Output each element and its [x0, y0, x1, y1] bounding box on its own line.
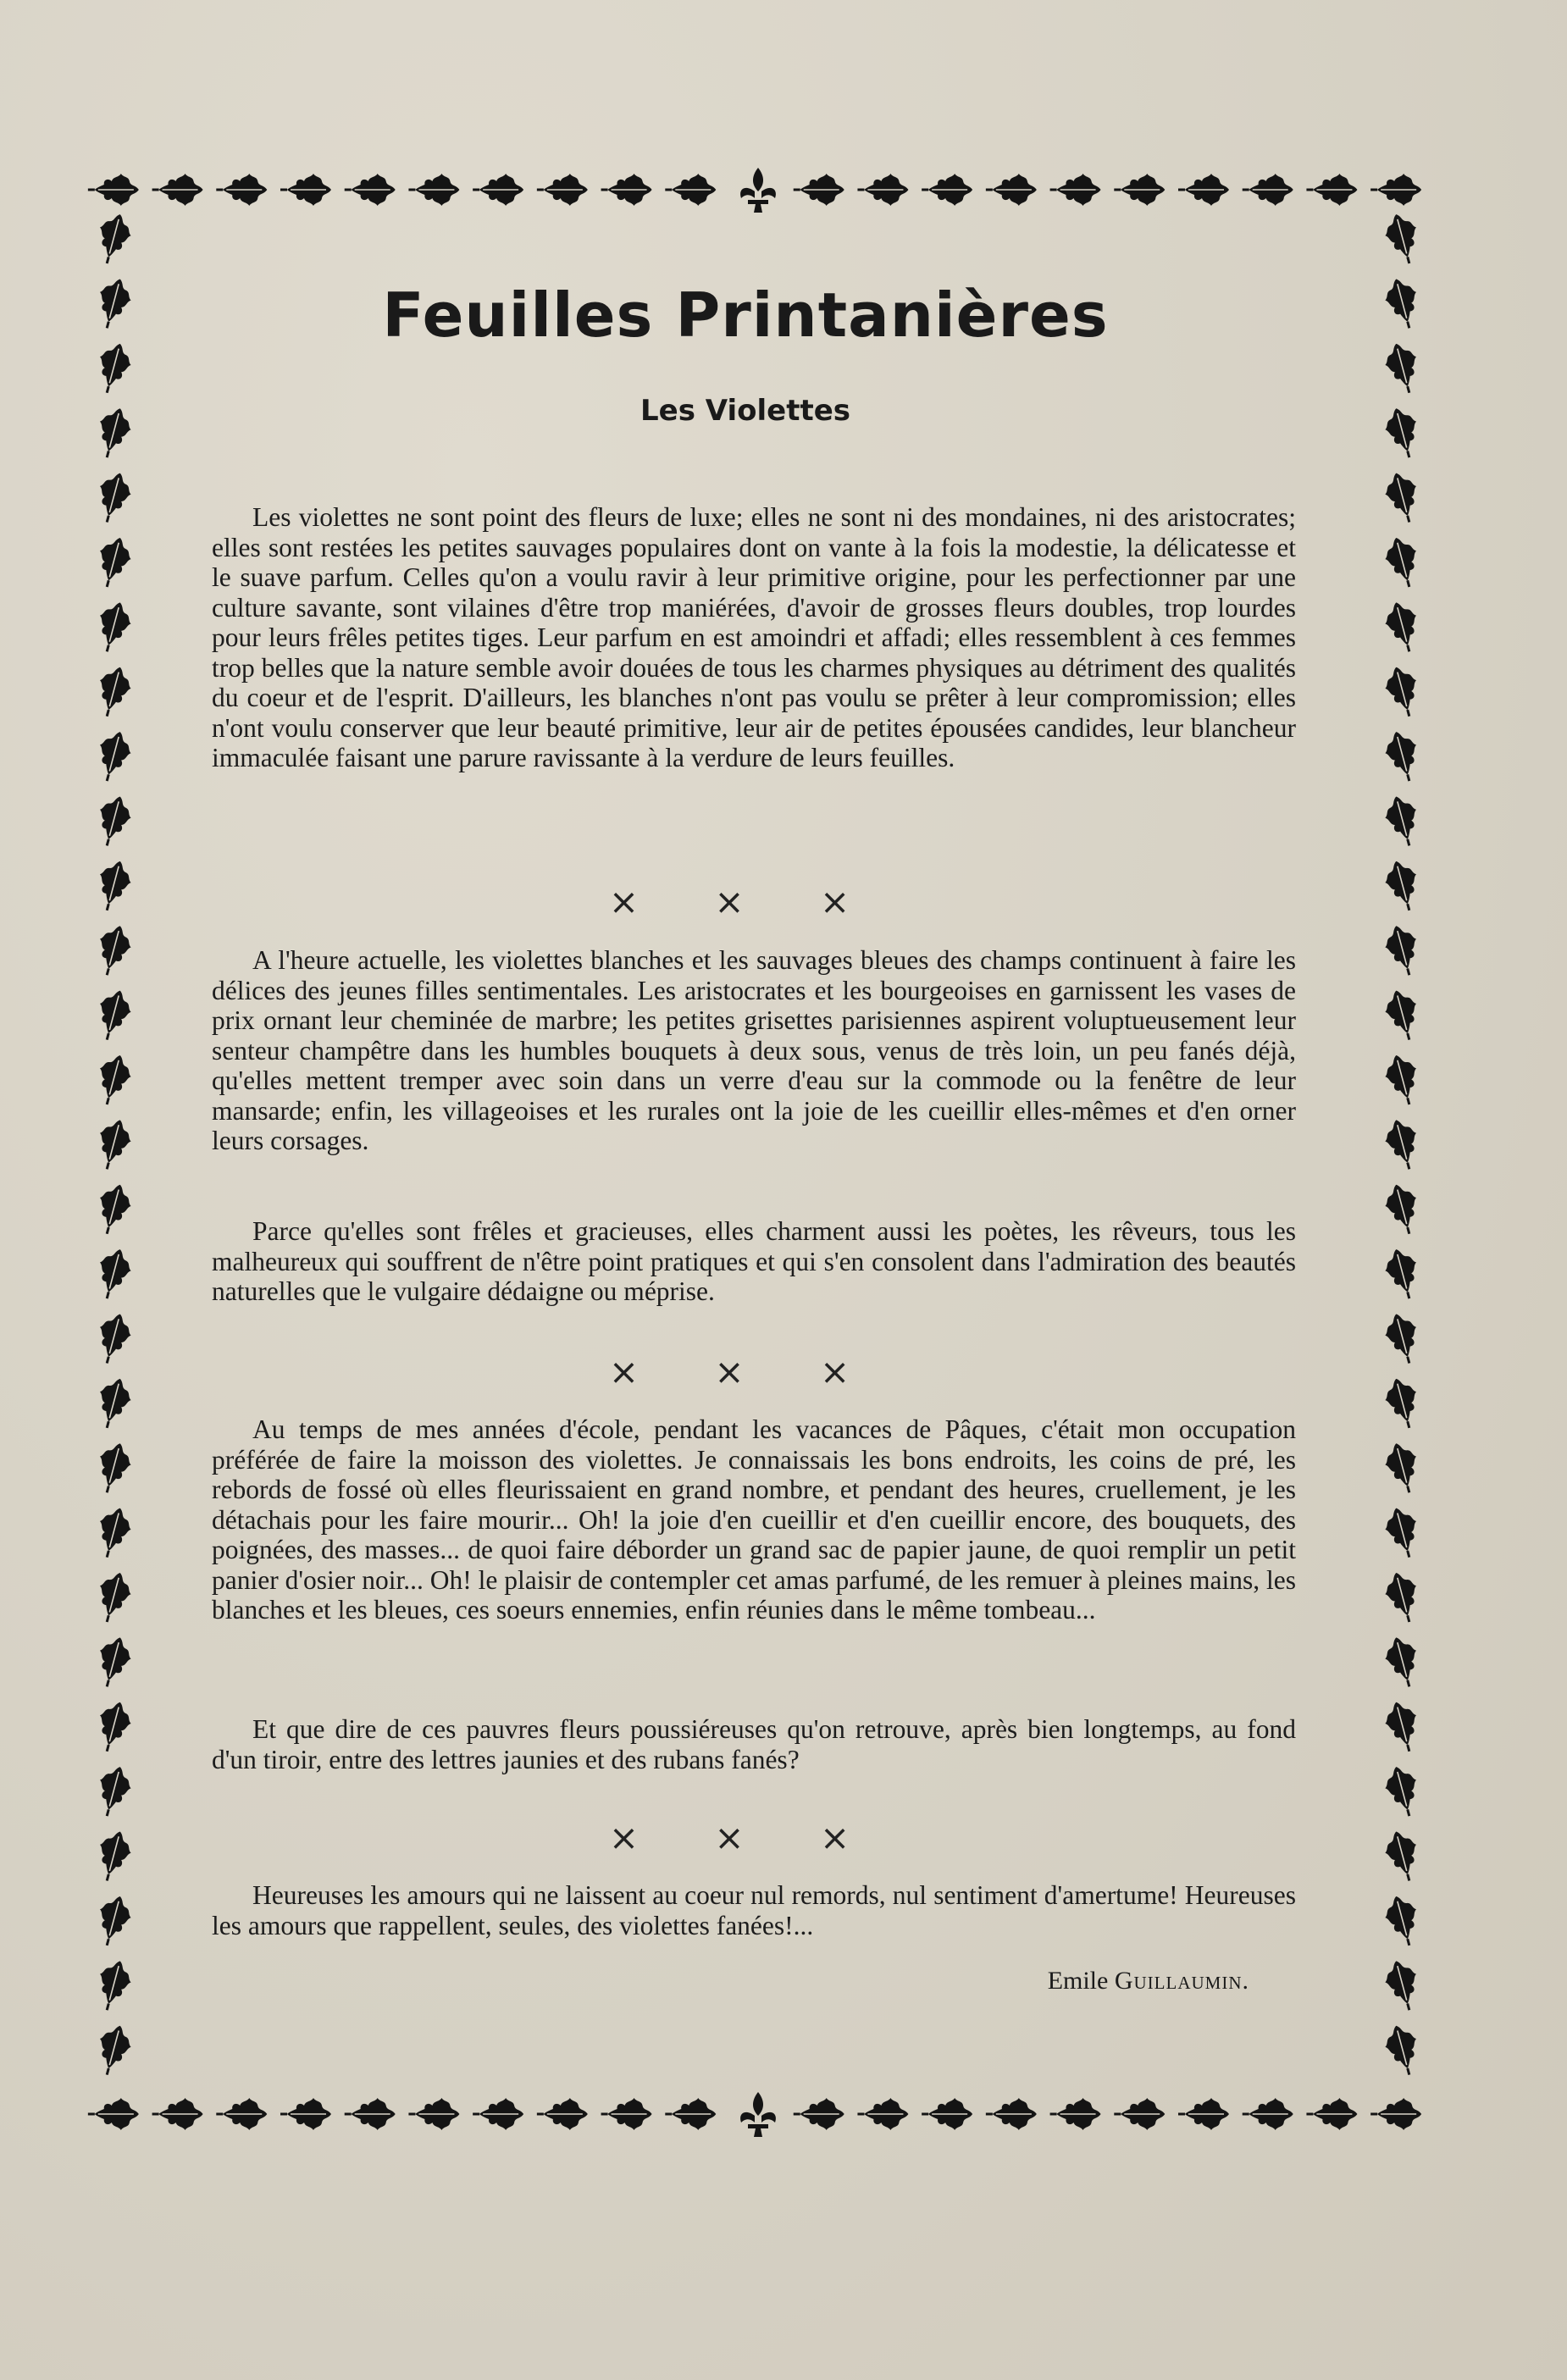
oak-leaf-icon — [91, 340, 136, 397]
oak-leaf-icon — [85, 2084, 1431, 2143]
oak-leaf-icon — [408, 174, 459, 206]
oak-leaf-icon — [794, 2098, 844, 2130]
oak-leaf-icon — [473, 174, 523, 206]
oak-leaf-icon — [1178, 174, 1229, 206]
oak-leaf-icon — [1381, 922, 1425, 979]
oak-leaf-icon — [91, 1892, 136, 1950]
oak-leaf-icon — [794, 174, 844, 206]
paragraph-6: Heureuses les amours qui ne laissent au coeur nul remords, nul sentiment d'amertume! Heureuses les amours que rappellent, seules, des violettes fanées!... — [212, 1880, 1296, 1940]
oak-leaf-icon — [91, 275, 136, 333]
oak-leaf-icon — [922, 2098, 972, 2130]
section-separator: × × × — [608, 1351, 883, 1392]
oak-leaf-icon — [91, 1828, 136, 1885]
oak-leaf-icon — [91, 2022, 136, 2079]
oak-leaf-icon — [601, 2098, 652, 2130]
oak-leaf-icon — [986, 174, 1037, 206]
oak-leaf-icon — [1381, 728, 1425, 785]
oak-leaf-icon — [1243, 2098, 1293, 2130]
oak-leaf-icon — [1381, 534, 1425, 591]
oak-leaf-icon — [91, 469, 136, 527]
oak-leaf-icon — [1381, 1245, 1425, 1303]
oak-leaf-icon — [1381, 663, 1425, 721]
oak-leaf-icon — [1381, 469, 1425, 527]
oak-leaf-icon — [91, 1245, 136, 1303]
oak-leaf-icon — [91, 1569, 136, 1626]
paragraph-3: Parce qu'elles sont frêles et gracieuses, elles charment aussi les poètes, les rêveurs, tous les malheureux qui souffrent de n'être point pratiques et qui s'en consolent dans l'admiration des beautés naturelles que le vulgaire dédaigne ou méprise. — [212, 1216, 1296, 1306]
paragraph-5: Et que dire de ces pauvres fleurs poussiéreuses qu'on retrouve, après bien longtemps, au fond d'un tiroir, entre des lettres jaunies et des rubans fanés? — [212, 1714, 1296, 1774]
oak-leaf-icon — [91, 1698, 136, 1756]
article-title: Feuilles Printanières — [382, 280, 1109, 351]
oak-leaf-icon — [88, 174, 139, 206]
paragraph-2: A l'heure actuelle, les violettes blanches et les sauvages bleues des champs continuent à faire les délices des jeunes filles sentimentales. Les aristocrates et les bourgeoises en garnissent les vases de prix ornant leur cheminée de marbre; les petites grisettes parisiennes aspirent voluptueusement leur senteur champêtre dans les humbles bouquets à deux sous, venus de très loin, un peu fanés déjà, qu'elles mettent tremper avec soin dans un verre d'eau sur la commode ou la fenêtre de leur mansarde; enfin, les villageoises et les rurales ont la joie de les cueillir elles-mêmes et d'en orner leurs corsages. — [212, 945, 1296, 1155]
oak-leaf-icon — [91, 1957, 136, 2014]
oak-leaf-icon — [345, 2098, 396, 2130]
oak-leaf-icon — [1381, 1957, 1425, 2014]
oak-leaf-icon — [1381, 793, 1425, 850]
oak-leaf-icon — [857, 174, 908, 206]
oak-leaf-icon — [91, 728, 136, 785]
oak-leaf-icon — [1243, 174, 1293, 206]
section-separator: × × × — [608, 881, 883, 922]
oak-leaf-icon — [537, 174, 588, 206]
oak-leaf-icon — [91, 1181, 136, 1238]
oak-leaf-icon — [1381, 1634, 1425, 1691]
oak-leaf-icon — [1370, 2098, 1421, 2130]
section-separator: × × × — [608, 1817, 883, 1858]
oak-leaf-icon — [91, 987, 136, 1044]
oak-leaf-icon — [280, 174, 331, 206]
oak-leaf-icon — [1381, 404, 1425, 462]
oak-leaf-icon — [1050, 2098, 1101, 2130]
paragraph-1: Les violettes ne sont point des fleurs de luxe; elles ne sont ni des mondaines, ni des aristocrates; elles sont restées les petites sauvages populaires dont on vante à la fois la modestie, la délicatesse et le suave parfum. Celles qu'on a voulu ravir à leur primitive origine, pour les perfectionner par une culture savante, sont vilaines d'être trop maniérées, d'avoir de grosses fleurs doubles, trop lourdes pour leurs frêles petites tiges. Leur parfum en est amoindri et affadi; elles ressemblent à ces femmes trop belles que la nature semble avoir douées de tous les charmes physiques au détriment des qualités du coeur et de l'esprit. D'ailleurs, les blanches n'ont pas voulu se prêter à leur compromission; elles n'ont voulu conserver que leur beauté primitive, leur air de petites épousées candides, leur blancheur immaculée faisant une parure ravissante à la verdure de leurs feuilles. — [212, 502, 1296, 772]
right-leaf-border — [1372, 203, 1431, 2079]
oak-leaf-icon — [1381, 1115, 1425, 1173]
author-last-name: Guillaumin. — [1114, 1967, 1249, 1995]
oak-leaf-icon — [91, 922, 136, 979]
oak-leaf-icon — [1381, 1763, 1425, 1820]
oak-leaf-icon — [85, 159, 1431, 219]
oak-leaf-icon — [1370, 174, 1421, 206]
oak-leaf-icon — [216, 174, 267, 206]
oak-leaf-icon — [152, 2098, 203, 2130]
oak-leaf-icon — [91, 1504, 136, 1562]
oak-leaf-icon — [1381, 1375, 1425, 1432]
oak-leaf-icon — [152, 174, 203, 206]
oak-leaf-icon — [1381, 1310, 1425, 1368]
oak-leaf-icon — [473, 2098, 523, 2130]
oak-leaf-icon — [91, 1439, 136, 1497]
oak-leaf-icon — [1381, 1698, 1425, 1756]
oak-leaf-icon — [1114, 2098, 1165, 2130]
fleur-de-lis-icon — [740, 168, 776, 213]
oak-leaf-icon — [216, 2098, 267, 2130]
oak-leaf-icon — [1381, 2022, 1425, 2079]
oak-leaf-icon — [88, 2098, 139, 2130]
oak-leaf-icon — [1381, 1439, 1425, 1497]
oak-leaf-icon — [1306, 174, 1357, 206]
oak-leaf-icon — [1381, 1569, 1425, 1626]
oak-leaf-icon — [1381, 1828, 1425, 1885]
bottom-leaf-border — [85, 2084, 1431, 2143]
oak-leaf-icon — [91, 1634, 136, 1691]
oak-leaf-icon — [1306, 2098, 1357, 2130]
oak-leaf-icon — [280, 2098, 331, 2130]
oak-leaf-icon — [665, 2098, 716, 2130]
oak-leaf-icon — [91, 1051, 136, 1109]
oak-leaf-icon — [1381, 987, 1425, 1044]
oak-leaf-icon — [1114, 174, 1165, 206]
oak-leaf-icon — [1381, 1504, 1425, 1562]
oak-leaf-icon — [91, 1310, 136, 1368]
oak-leaf-icon — [91, 1763, 136, 1820]
fleur-de-lis-icon — [740, 2092, 776, 2137]
oak-leaf-icon — [91, 404, 136, 462]
paragraph-4: Au temps de mes années d'école, pendant les vacances de Pâques, c'était mon occupation préférée de faire la moisson des violettes. Je connaissais les bons endroits, les coins de pré, les rebords de fossé où elles fleurissaient en grand nombre, et pendant des heures, cruellement, je les détachais pour les faire mourir... Oh! la joie d'en cueillir et d'en cueillir encore, des bouquets, des poignées, des masses... de quoi faire déborder un grand sac de papier jaune, de quoi remplir un petit panier d'osier noir... Oh! le plaisir de contempler cet amas parfumé, de les remuer à pleines mains, les blanches et les bleues, ces soeurs ennemies, enfin réunies dans le même tombeau... — [212, 1414, 1296, 1624]
oak-leaf-icon — [91, 1115, 136, 1173]
oak-leaf-icon — [91, 663, 136, 721]
oak-leaf-icon — [91, 1375, 136, 1432]
oak-leaf-icon — [857, 2098, 908, 2130]
oak-leaf-icon — [91, 210, 136, 268]
article-subtitle: Les Violettes — [640, 394, 851, 428]
oak-leaf-icon — [1381, 857, 1425, 915]
oak-leaf-icon — [986, 2098, 1037, 2130]
oak-leaf-icon — [1372, 203, 1431, 2079]
oak-leaf-icon — [1381, 1181, 1425, 1238]
author-signature — [762, 1967, 1249, 1995]
oak-leaf-icon — [1178, 2098, 1229, 2130]
oak-leaf-icon — [1381, 598, 1425, 656]
oak-leaf-icon — [1381, 1892, 1425, 1950]
oak-leaf-icon — [601, 174, 652, 206]
oak-leaf-icon — [1381, 1051, 1425, 1109]
oak-leaf-icon — [1050, 174, 1101, 206]
oak-leaf-icon — [91, 793, 136, 850]
oak-leaf-icon — [91, 534, 136, 591]
oak-leaf-icon — [91, 598, 136, 656]
oak-leaf-icon — [537, 2098, 588, 2130]
oak-leaf-icon — [922, 174, 972, 206]
oak-leaf-icon — [665, 174, 716, 206]
oak-leaf-icon — [85, 203, 144, 2079]
oak-leaf-icon — [408, 2098, 459, 2130]
left-leaf-border — [85, 203, 144, 2079]
author-first-name: Emile — [1047, 1967, 1109, 1995]
oak-leaf-icon — [345, 174, 396, 206]
oak-leaf-icon — [1381, 340, 1425, 397]
oak-leaf-icon — [1381, 210, 1425, 268]
oak-leaf-icon — [91, 857, 136, 915]
oak-leaf-icon — [1381, 275, 1425, 333]
top-leaf-border — [85, 159, 1431, 219]
